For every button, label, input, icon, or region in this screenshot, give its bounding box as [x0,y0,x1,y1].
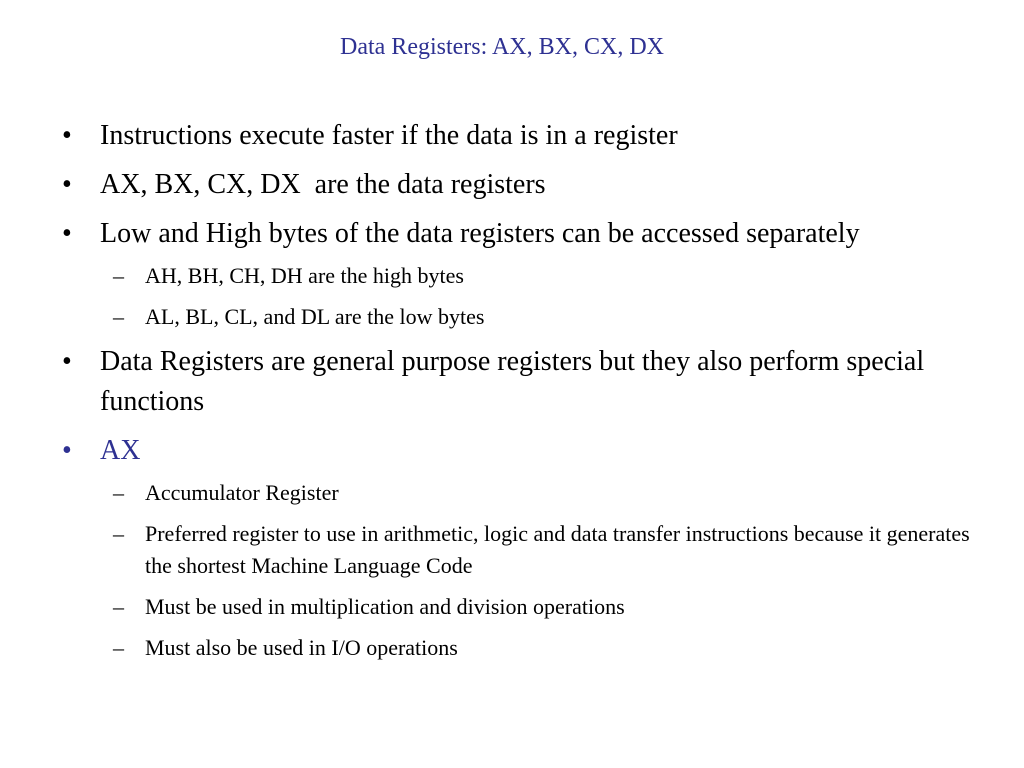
dash-icon: – [113,263,124,288]
bullet-icon: • [62,218,72,249]
bullet-icon: • [62,169,72,200]
sub-bullet-text: Accumulator Register [145,480,339,505]
dash-icon: – [113,635,124,660]
dash-icon: – [113,304,124,329]
sub-bullet-text: Preferred register to use in arithmetic, logic and data transfer instructions because it generates the shortest Machine Language Code [145,521,970,578]
sub-bullet-text: Must be used in multiplication and division operations [145,594,625,619]
bullet-text: AX, BX, CX, DX are the data registers [100,169,546,200]
bullet-icon: • [62,435,72,466]
bullet-item [56,342,996,422]
slide-title: Data Registers: AX, BX, CX, DX [340,34,664,60]
sub-bullet-item [56,518,996,582]
bullet-item [56,214,996,254]
slide-body [56,116,996,673]
bullet-text: AX [100,435,141,466]
sub-bullet-item [56,260,996,292]
bullet-icon: • [62,120,72,151]
dash-icon: – [113,480,124,505]
bullet-text: Low and High bytes of the data registers can be accessed separately [100,218,860,249]
dash-icon: – [113,521,124,546]
sub-bullet-item [56,301,996,333]
sub-bullet-text: AH, BH, CH, DH are the high bytes [145,263,464,288]
sub-bullet-text: Must also be used in I/O operations [145,635,458,660]
bullet-item-accent [56,431,996,471]
sub-bullet-item [56,632,996,664]
sub-bullet-item [56,591,996,623]
sub-bullet-text: AL, BL, CL, and DL are the low bytes [145,304,485,329]
dash-icon: – [113,594,124,619]
bullet-item [56,165,996,205]
bullet-text: Data Registers are general purpose registers but they also perform special functions [100,346,925,417]
bullet-item [56,116,996,156]
sub-bullet-item [56,477,996,509]
bullet-text: Instructions execute faster if the data is in a register [100,120,678,151]
bullet-icon: • [62,346,72,377]
